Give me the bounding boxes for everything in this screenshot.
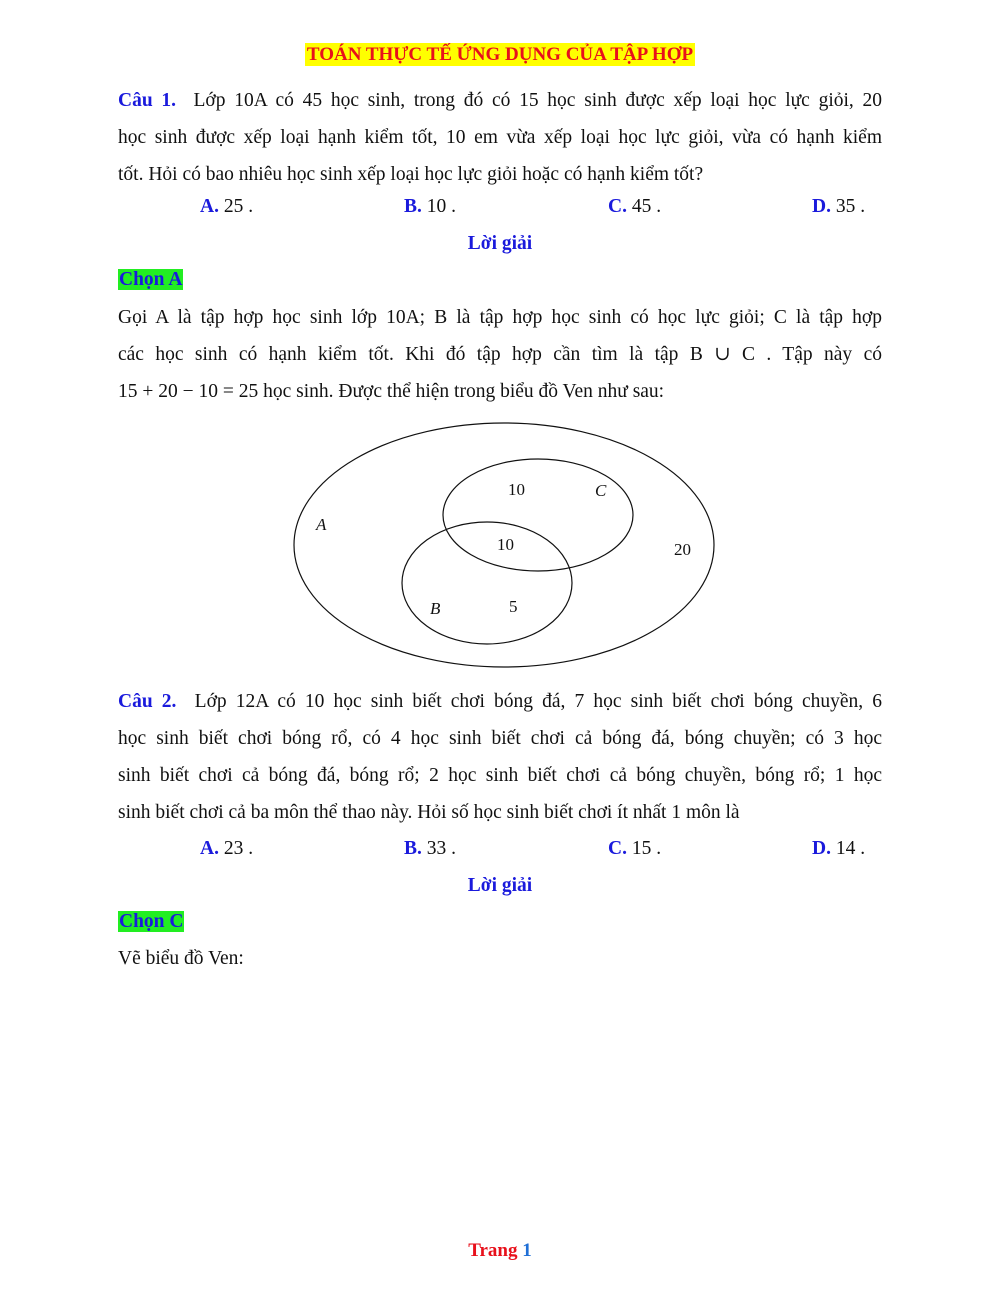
- q2-label: Câu 2.: [118, 691, 177, 712]
- q1-line-1: Câu 1. Lớp 10A có 45 học sinh, trong đó có 15 học sinh được xếp loại học lực giỏi, 20: [118, 90, 883, 111]
- q1-choice-text: Chọn A: [119, 269, 183, 290]
- q1-label: Câu 1.: [118, 90, 177, 111]
- page-number: 1: [522, 1240, 532, 1261]
- venn-value-outside: 20: [674, 540, 691, 559]
- q1-line-2: học sinh được xếp loại hạnh kiểm tốt, 10 em vừa xếp loại học lực giỏi, vừa có hạnh kiểm: [118, 127, 882, 148]
- q2-line-4: sinh biết chơi cả ba môn thể thao này. Hỏi số học sinh biết chơi ít nhất 1 môn là: [118, 802, 740, 823]
- q2-option-a[interactable]: A. 23 .: [200, 838, 254, 859]
- q2-solution-title: Lời giải: [467, 875, 533, 896]
- q2-option-c[interactable]: C. 15 .: [608, 838, 662, 859]
- venn-value-b-only: 5: [509, 597, 518, 616]
- q2-choice-text: Chọn C: [119, 911, 184, 932]
- venn-value-intersection: 10: [497, 535, 514, 554]
- footer-word: Trang: [468, 1240, 518, 1261]
- q1-option-d[interactable]: D. 35 .: [812, 196, 866, 217]
- q2-sol-line: Vẽ biểu đồ Ven:: [118, 948, 244, 969]
- q2-options: [0, 838, 1000, 864]
- q2-line-1: Câu 2. Lớp 12A có 10 học sinh biết chơi bóng đá, 7 học sinh biết chơi bóng chuyền, 6: [118, 691, 882, 712]
- q1-option-a[interactable]: A. 25 .: [200, 196, 254, 217]
- page-title-text: TOÁN THỰC TẾ ỨNG DỤNG CỦA TẬP HỢP: [306, 44, 694, 65]
- question-2: [118, 683, 882, 831]
- q2-choice: [118, 911, 184, 933]
- q1-sol-line-1: Gọi A là tập hợp học sinh lớp 10A; B là tập hợp học sinh có học lực giỏi; C là tập hợp: [118, 307, 882, 328]
- q1-option-b[interactable]: B. 10 .: [404, 196, 457, 217]
- q1-sol-line-3: 15 + 20 − 10 = 25 học sinh. Được thể hiện trong biểu đồ Ven như sau:: [118, 381, 665, 402]
- page-footer: [0, 1240, 1000, 1262]
- q1-sol-line-2: các học sinh có hạnh kiểm tốt. Khi đó tập hợp cần tìm là tập B ∪ C . Tập này có: [118, 344, 882, 365]
- q2-line-2: học sinh biết chơi bóng rổ, có 4 học sinh biết chơi cả bóng đá, bóng chuyền; có 3 học: [118, 728, 882, 749]
- q2-option-d[interactable]: D. 14 .: [812, 838, 866, 859]
- venn-set-c: [443, 459, 633, 571]
- venn-label-c: C: [595, 481, 607, 500]
- q2-line-3: sinh biết chơi cả bóng đá, bóng rổ; 2 học sinh biết chơi cả bóng chuyền, bóng rổ; 1 học: [118, 765, 882, 786]
- venn-label-b: B: [430, 599, 441, 618]
- q1-option-c[interactable]: C. 45 .: [608, 196, 662, 217]
- venn-set-b: [402, 522, 572, 644]
- q2-option-b[interactable]: B. 33 .: [404, 838, 457, 859]
- q1-solution-title: Lời giải: [467, 233, 533, 254]
- venn-value-c-only: 10: [508, 480, 525, 499]
- venn-label-a: A: [316, 515, 327, 534]
- q1-line-3: tốt. Hỏi có bao nhiêu học sinh xếp loại học lực giỏi hoặc có hạnh kiểm tốt?: [118, 164, 704, 185]
